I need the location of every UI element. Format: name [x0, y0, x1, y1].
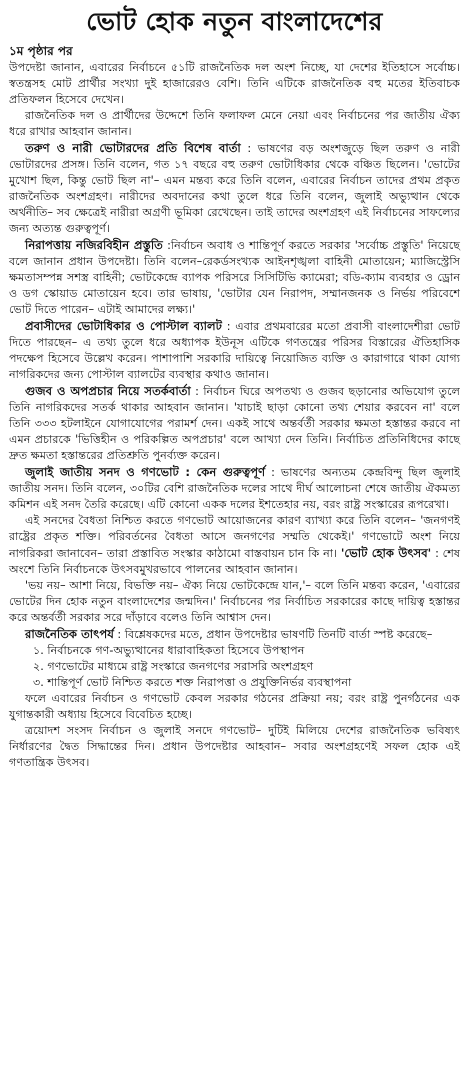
section-body: : নির্বাচন ঘিরে অপতথ্য ও গুজব ছড়ানোর অভিযোগ তুলে তিনি নাগরিকদের সতর্ক থাকার আহবান জানান। 'যাচাই ছাড়া কোনো তথ্য শেয়ার করবেন না' বলে তিনি ৩৩৩ হটলাইনে যোগাযোগের পরামর্শ দেন। একই সাথে অন্তর্বর্তী সরকার ক্ষমতা হস্তান্তর করবে না এমন প্রচারকে 'ভিত্তিহীন ও পরিকল্পিত অপপ্রচার' বলে আখ্যা দেন তিনি। নির্বাচিত প্রতিনিধিদের কাছে দ্রুত ক্ষমতা হস্তান্তরের প্রতিশ্রুতি পুনর্ব্যক্ত করেন। — [9, 385, 460, 462]
section-security — [9, 237, 460, 318]
section-rumor-warning — [9, 383, 460, 464]
section-political-significance — [9, 626, 460, 643]
section-title: গুজব ও অপপ্রচার নিয়ে সতর্কবার্তা — [25, 384, 191, 398]
list-item: ১. নির্বাচনকে গণ-অভ্যুত্থানের ধারাবাহিকতা হিসেবে উপস্থাপন — [33, 644, 305, 657]
paragraph-referendum — [9, 513, 460, 578]
list-item: ২. গণভোটের মাধ্যমে রাষ্ট্র সংস্কারে জনগণের সরাসরি অংশগ্রহণ — [33, 660, 314, 673]
section-body: : ভাষণের অন্যতম কেন্দ্রবিন্দু ছিল জুলাই জাতীয় সনদ। তিনি বলেন, ৩০টির বেশি রাজনৈতিক দলের সাথে দীর্ঘ আলোচনা শেষে জাতীয় ঐকমত্য কমিশন এই সনদ তৈরি করেছে। এটি কোনো একক দলের ইশতেহার নয়, বরং রাষ্ট্র সংস্কারের রূপরেখা। — [9, 466, 460, 511]
message-list — [9, 643, 460, 691]
section-body: : এবার প্রথমবারের মতো প্রবাসী বাংলাদেশীরা ভোট দিতে পারছেন– এ তথ্য তুলে ধরে অধ্যাপক ইউনূস এটিকে গণতন্ত্রের পরিসর বিস্তারের ঐতিহাসিক পদক্ষেপ হিসেবে উল্লেখ করেন। পাশাপাশি সরকারি দায়িত্বে নিয়োজিত ব্যক্তি ও কারাগারে থাকা যোগ্য নাগরিকদের জন্য পোস্টাল ব্যালটের ব্যবস্থার কথাও জানান। — [9, 320, 460, 381]
section-body: : বিশ্লেষকদের মতে, প্রধান উপদেষ্টার ভাষণটি তিনটি বার্তা স্পষ্ট করেছে– — [113, 628, 433, 641]
section-title: জুলাই জাতীয় সনদ ও গণভোট : কেন গুরুত্বপূর্ণ — [25, 465, 266, 479]
paragraph-intro: উপদেষ্টা জানান, এবারের নির্বাচনে ৫১টি রাজনৈতিক দল অংশ নিচ্ছে, যা দেশের ইতিহাসে সর্বোচ্চ। স্বতন্ত্রসহ মোট প্রার্থীর সংখ্যা দুই হাজারেরও বেশি। তিনি এটিকে রাজনৈতিক বহু মতের ইতিবাচক প্রতিফলন হিসেবে দেখেন। — [9, 61, 460, 106]
section-title: 'ভোট হোক উৎসব' — [340, 546, 432, 560]
paragraph-text: এই সনদের বৈধতা নিশ্চিত করতে গণভোট আয়োজনের কারণ ব্যাখ্যা করে তিনি বলেন– 'জনগণই রাষ্ট্রের প্রকৃত শক্তি। পরিবর্তনের বৈধতা আসে জনগণের সম্মতি থেকেই।' গণভোটে অংশ নিয়ে নাগরিকরা জানাবেন– তারা প্রস্তাবিত সংস্কার কাঠামো বাস্তবায়ন চান কি না। — [9, 514, 460, 560]
paragraph-appeal: রাজনৈতিক দল ও প্রার্থীদের উদ্দেশে তিনি ফলাফল মেনে নেয়া এবং নির্বাচনের পর জাতীয় ঐক্য ধরে রাখার আহবান জানান। — [9, 109, 460, 138]
section-title: রাজনৈতিক তাৎপর্য — [25, 627, 114, 641]
section-body: :নির্বাচন অবাধ ও শান্তিপূর্ণ করতে সরকার 'সর্বোচ্চ প্রস্তুতি' নিয়েছে বলে জানান প্রধান উপদেষ্টা। তিনি বলেন–রেকর্ডসংখ্যক আইনশৃঙ্খলা বাহিনী মোতায়েন; ম্যাজিস্ট্রেসি ক্ষমতাসম্পন্ন সশস্ত্র বাহিনী; ভোটকেন্দ্রে ব্যাপক পরিসরে সিসিটিভি ক্যামেরা; বডি-ক্যাম ব্যবহার ও ড্রোন ও ডগ স্কোয়াড মোতায়েন হবে। তার ভাষায়, 'ভোটার যেন নিরাপদ, সম্মানজনক ও নির্ভয় পরিবেশে ভোট দিতে পারেন– এটাই আমাদের লক্ষ্য।' — [9, 239, 460, 316]
section-body: : ভাষণের বড় অংশজুড়ে ছিল তরুণ ও নারী ভোটারদের প্রসঙ্গ। তিনি বলেন, গত ১৭ বছরে বহু তরুণ ভোটাধিকার থেকে বঞ্চিত ছিলেন। 'ভোটের মুখোশ ছিল, কিন্তু ভোট ছিল না'– এমন মন্তব্য করে তিনি বলেন, এবারের নির্বাচন তাদের প্রথম প্রকৃত রাজনৈতিক অংশগ্রহণ। নারীদের অবদানের কথা তুলে ধরে তিনি বলেন, জুলাই অভ্যুত্থান থেকে অর্থনীতি– সব ক্ষেত্রেই নারীরা অগ্রণী ভূমিকা রেখেছেন। তাই তাদের অংশগ্রহণ এই নির্বাচনের সাফল্যের জন্য অত্যন্ত গুরুত্বপূর্ণ। — [9, 142, 460, 235]
paragraph-quote: 'ভয় নয়– আশা নিয়ে, বিভক্তি নয়– ঐক্য নিয়ে ভোটকেন্দ্রে যান,'– বলে তিনি মন্তব্য করেন, 'এবারের ভোটের দিন হোক নতুন বাংলাদেশের জন্মদিন।' নির্বাচনের পর নির্বাচিত সরকারের কাছে দায়িত্ব হস্তান্তর করে অন্তর্বর্তী সরকার সরে দাঁড়াবে বলেও তিনি আশ্বাস দেন। — [9, 579, 460, 624]
paragraph-conclusion: ফলে এবারের নির্বাচন ও গণভোট কেবল সরকার গঠনের প্রক্রিয়া নয়; বরং রাষ্ট্র পুনর্গঠনের এক যুগান্তকারী অধ্যায় হিসেবে বিবেচিত হচ্ছে। — [9, 692, 460, 721]
section-title: তরুণ ও নারী ভোটারদের প্রতি বিশেষ বার্তা — [25, 141, 241, 155]
section-expatriate-vote — [9, 318, 460, 383]
section-title: নিরাপত্তায় নজিরবিহীন প্রস্তুতি — [25, 238, 163, 252]
headline: ভোট হোক নতুন বাংলাদেশের — [86, 7, 383, 36]
section-july-charter — [9, 464, 460, 513]
list-item: ৩. শান্তিপূর্ণ ভোট নিশ্চিত করতে শক্ত নিরাপত্তা ও প্রযুক্তিনির্ভর ব্যবস্থাপনা — [33, 676, 352, 689]
paragraph-text: : শেষ অংশে তিনি নির্বাচনকে উৎসবমুখরভাবে পালনের আহবান জানান। — [9, 547, 460, 576]
section-youth-women — [9, 140, 460, 237]
section-title: প্রবাসীদের ভোটাধিকার ও পোস্টাল ব্যালট — [25, 319, 222, 333]
continued-label: ১ম পৃষ্ঠার পর — [9, 44, 73, 58]
paragraph-closing: ত্রয়োদশ সংসদ নির্বাচন ও জুলাই সনদে গণভোট– দুটিই মিলিয়ে দেশের রাজনৈতিক ভবিষ্যৎ নির্ধারণের দ্বৈত সিদ্ধান্তের দিন। প্রধান উপদেষ্টার আহবান– সবার অংশগ্রহণেই সফল হোক এই গণতান্ত্রিক উৎসব। — [9, 724, 460, 769]
